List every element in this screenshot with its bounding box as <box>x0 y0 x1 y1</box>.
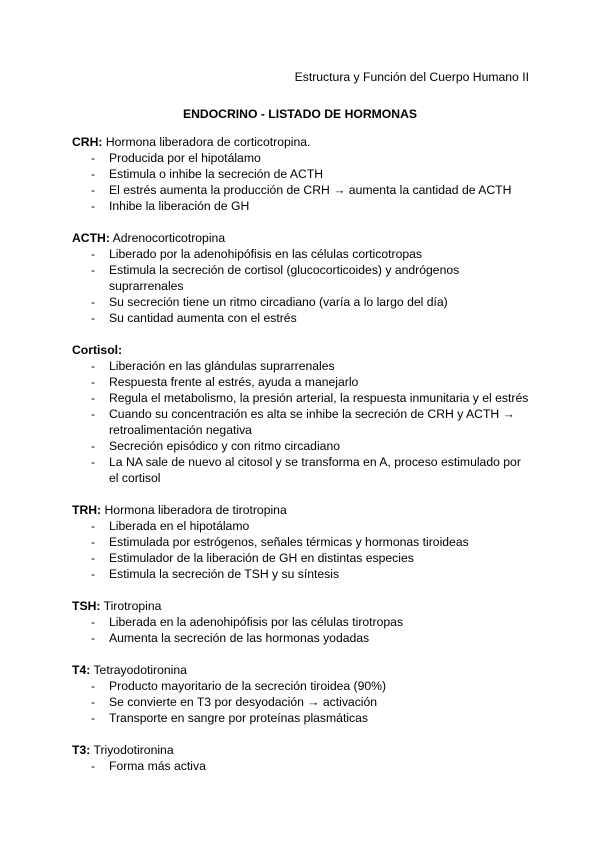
list-item: - Transporte en sangre por proteínas plasmáticas <box>72 710 532 726</box>
hormone-name: Cortisol: <box>72 343 123 357</box>
course-header: Estructura y Función del Cuerpo Humano II <box>294 70 529 84</box>
hormone-description: Tirotropina <box>100 599 162 613</box>
list-item: - Liberación en las glándulas suprarrenales <box>72 358 532 374</box>
hormone-description: Triyodotironina <box>90 743 174 757</box>
hormone-name: TRH: <box>72 503 102 517</box>
hormone-name: CRH: <box>72 135 103 149</box>
list-item: - Liberada en la adenohipófisis por las células tirotropas <box>72 614 532 630</box>
list-item: - Su secreción tiene un ritmo circadiano (varía a lo largo del día) <box>72 294 532 310</box>
hormone-description: Hormona liberadora de tirotropina <box>101 503 287 517</box>
hormone-properties-list <box>72 614 532 646</box>
hormone-name: T4: <box>72 663 91 677</box>
hormone-properties-list <box>72 150 532 214</box>
hormone-heading <box>72 662 532 678</box>
hormone-name: TSH: <box>72 599 101 613</box>
list-item: - Se convierte en T3 por desyodación → activación <box>72 694 532 710</box>
list-item: - Estimula la secreción de cortisol (glucocorticoides) y andrógenos suprarrenales <box>72 262 532 294</box>
list-item: - Producida por el hipotálamo <box>72 150 532 166</box>
hormone-section <box>72 230 532 326</box>
list-item: - Su cantidad aumenta con el estrés <box>72 310 532 326</box>
hormone-properties-list <box>72 518 532 582</box>
list-item: - El estrés aumenta la producción de CRH → aumenta la cantidad de ACTH <box>72 182 532 198</box>
list-item: - Regula el metabolismo, la presión arterial, la respuesta inmunitaria y el estrés <box>72 390 532 406</box>
list-item: - Estimulada por estrógenos, señales térmicas y hormonas tiroideas <box>72 534 532 550</box>
hormone-heading <box>72 598 532 614</box>
document-title: ENDOCRINO - LISTADO DE HORMONAS <box>182 107 418 121</box>
hormone-heading <box>72 502 532 518</box>
hormone-section <box>72 134 532 214</box>
hormone-description: Tetrayodotironina <box>90 663 187 677</box>
hormone-properties-list <box>72 678 532 726</box>
list-item: - Producto mayoritario de la secreción tiroidea (90%) <box>72 678 532 694</box>
hormone-description: Hormona liberadora de corticotropina. <box>102 135 311 149</box>
hormone-description: Adrenocorticotropina <box>109 231 226 245</box>
hormone-properties-list <box>72 358 532 486</box>
list-item: - Aumenta la secreción de las hormonas yodadas <box>72 630 532 646</box>
list-item: - Inhibe la liberación de GH <box>72 198 532 214</box>
list-item: - Respuesta frente al estrés, ayuda a manejarlo <box>72 374 532 390</box>
list-item: - Forma más activa <box>72 758 532 774</box>
hormone-section <box>72 342 532 486</box>
hormone-heading <box>72 742 532 758</box>
list-item: - Liberado por la adenohipófisis en las células corticotropas <box>72 246 532 262</box>
hormone-properties-list <box>72 758 532 774</box>
hormone-name: ACTH: <box>72 231 110 245</box>
hormone-properties-list <box>72 246 532 326</box>
hormone-section <box>72 662 532 726</box>
hormone-section <box>72 742 532 774</box>
list-item: - Secreción episódico y con ritmo circadiano <box>72 438 532 454</box>
hormone-section <box>72 598 532 646</box>
list-item: - Estimulador de la liberación de GH en distintas especies <box>72 550 532 566</box>
list-item: - Estimula o inhibe la secreción de ACTH <box>72 166 532 182</box>
list-item: - Liberada en el hipotálamo <box>72 518 532 534</box>
hormone-section <box>72 502 532 582</box>
hormone-heading <box>72 342 532 358</box>
hormone-name: T3: <box>72 743 91 757</box>
list-item: - Estimula la secreción de TSH y su síntesis <box>72 566 532 582</box>
list-item: - La NA sale de nuevo al citosol y se transforma en A, proceso estimulado por el cortisol <box>72 454 532 486</box>
hormone-heading <box>72 230 532 246</box>
hormone-heading <box>72 134 532 150</box>
list-item: - Cuando su concentración es alta se inhibe la secreción de CRH y ACTH → retroalimentación negativa <box>72 406 532 438</box>
hormone-list <box>72 134 532 790</box>
